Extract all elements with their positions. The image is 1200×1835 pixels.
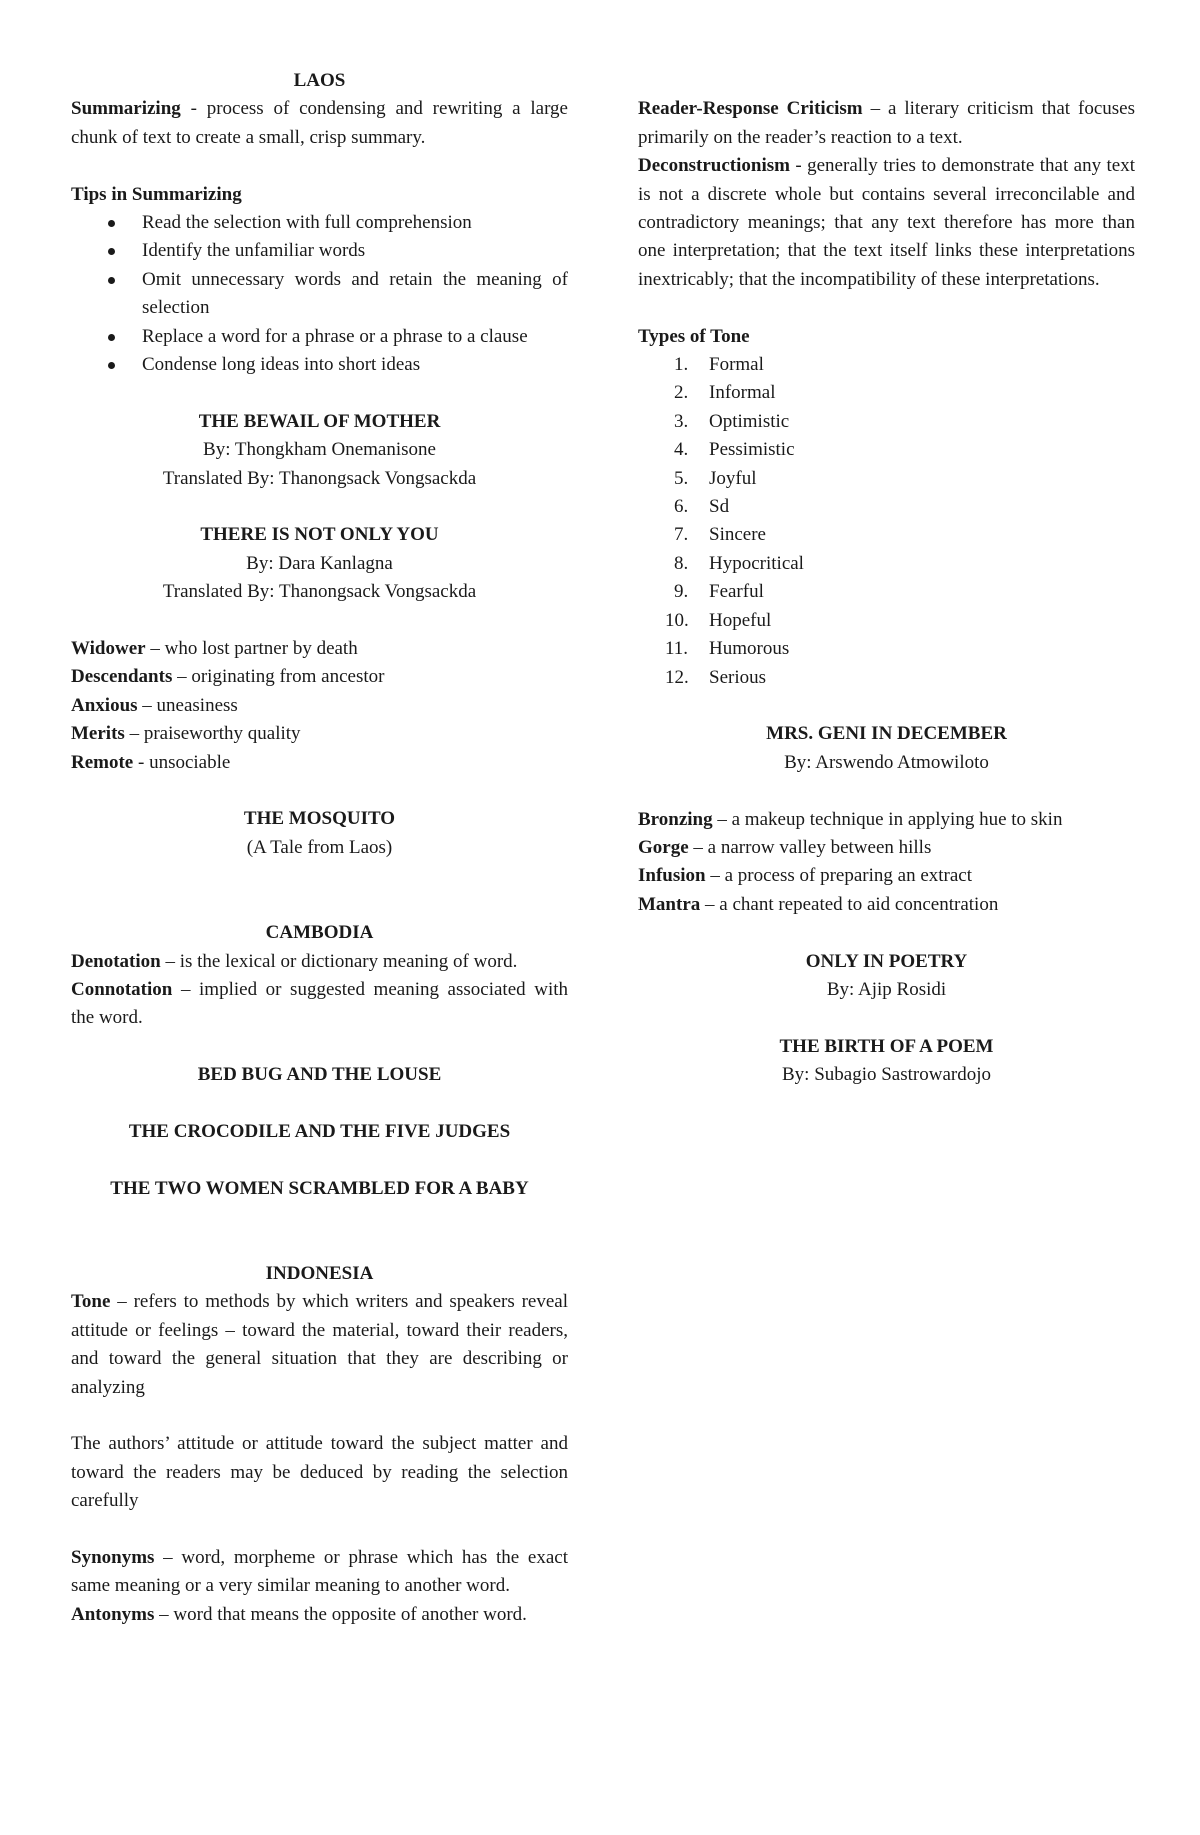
story-title-mrs-geni: MRS. GENI IN DECEMBER [766, 723, 1007, 745]
left-column [71, 67, 568, 1629]
poem-title-birth-of-a-poem: THE BIRTH OF A POEM [779, 1035, 994, 1057]
poem-author: By: Subagio Sastrowardojo [782, 1064, 991, 1086]
story-author: By: Thongkham Onemanisone [203, 439, 436, 461]
vocab-item: Infusion – a process of preparing an extract [638, 865, 973, 887]
antonyms-definition: Antonyms – word that means the opposite of another word. [71, 1603, 527, 1625]
tone-definition: Tone – refers to methods by which writers and speakers reveal attitude or feelings – toward the material, toward their readers, and toward the general situation that they are describing or analyzing [71, 1291, 568, 1398]
story-title-not-only-you: THERE IS NOT ONLY YOU [200, 524, 439, 546]
synonyms-definition: Synonyms – word, morpheme or phrase which has the exact same meaning or a very similar meaning to another word. [71, 1546, 568, 1597]
reader-response-definition: Reader-Response Criticism – a literary criticism that focuses primarily on the reader’s reaction to a text. [638, 98, 1135, 148]
vocab-item: Mantra – a chant repeated to aid concentration [638, 893, 999, 915]
list-item: 8. Hypocritical [674, 552, 804, 574]
story-translator: Translated By: Thanongsack Vongsackda [162, 467, 477, 489]
deconstructionism-definition: Deconstructionism - generally tries to demonstrate that any text is not a discrete whole but contains several irreconcilable and contradictory meanings; that any text therefore has more than one interpretation; that the text itself links these interpretations inextricably; that the incompatibility of these interpretations. [638, 155, 1135, 290]
story-title-mosquito: THE MOSQUITO [243, 808, 396, 830]
list-item: Read the selection with full comprehension [71, 209, 568, 237]
denotation-definition: Denotation – is the lexical or dictionary meaning of word. [71, 950, 518, 972]
definition: - process of condensing and rewriting a large chunk of text to create a small, crisp summary. [71, 98, 568, 148]
list-item: Identify the unfamiliar words [71, 237, 568, 265]
list-item: 12. Serious [665, 666, 766, 688]
story-title-crocodile: THE CROCODILE AND THE FIVE JUDGES [128, 1120, 511, 1142]
summarizing-definition [71, 95, 568, 152]
types-of-tone-heading: Types of Tone [638, 325, 750, 347]
list-item: Replace a word for a phrase or a phrase to a clause [71, 323, 568, 351]
vocab-item: Remote - unsociable [71, 751, 231, 773]
story-subtitle: (A Tale from Laos) [246, 836, 393, 858]
list-item: 10. Hopeful [665, 609, 772, 631]
list-item: 5. Joyful [674, 467, 757, 489]
list-item: 9. Fearful [674, 581, 764, 603]
story-author: By: Arswendo Atmowiloto [784, 751, 989, 773]
vocab-item: Descendants – originating from ancestor [71, 666, 385, 688]
tips-list [71, 209, 568, 379]
list-item: Omit unnecessary words and retain the meaning of selection [71, 266, 568, 323]
vocab-item: Widower – who lost partner by death [71, 638, 358, 660]
tone-list [638, 351, 1135, 692]
section-title-laos: LAOS [293, 70, 346, 91]
list-item: 2. Informal [674, 382, 776, 404]
vocab-item: Anxious – uneasiness [71, 694, 238, 716]
vocab-item: Bronzing – a makeup technique in applying hue to skin [638, 808, 1063, 830]
list-item: 6. Sd [674, 496, 730, 518]
list-item: 11. Humorous [665, 638, 790, 660]
story-title-bed-bug: BED BUG AND THE LOUSE [197, 1064, 442, 1086]
vocab-item: Merits – praiseworthy quality [71, 723, 301, 745]
list-item: Condense long ideas into short ideas [71, 351, 568, 379]
list-item: 4. Pessimistic [674, 439, 795, 461]
story-author: By: Dara Kanlagna [246, 552, 393, 574]
right-column [638, 67, 1135, 1090]
list-item: 3. Optimistic [674, 410, 790, 432]
story-title-two-women: THE TWO WOMEN SCRAMBLED FOR A BABY [110, 1177, 529, 1199]
section-title-cambodia: CAMBODIA [265, 922, 374, 944]
tips-heading: Tips in Summarizing [71, 183, 242, 205]
poem-author: By: Ajip Rosidi [826, 978, 947, 1000]
vocab-item: Gorge – a narrow valley between hills [638, 836, 932, 858]
connotation-definition: Connotation – implied or suggested meaning associated with the word. [71, 978, 568, 1029]
list-item: 7. Sincere [674, 524, 766, 546]
section-title-indonesia: INDONESIA [265, 1262, 374, 1284]
story-translator: Translated By: Thanongsack Vongsackda [162, 581, 477, 603]
authors-paragraph: The authors’ attitude or attitude toward the subject matter and toward the readers may be deduced by reading the selection carefully [71, 1433, 568, 1512]
term: Summarizing [71, 98, 181, 120]
list-item: 1. Formal [674, 354, 764, 376]
poem-title-only-in-poetry: ONLY IN POETRY [805, 950, 968, 972]
story-title-bewail: THE BEWAIL OF MOTHER [198, 410, 441, 432]
